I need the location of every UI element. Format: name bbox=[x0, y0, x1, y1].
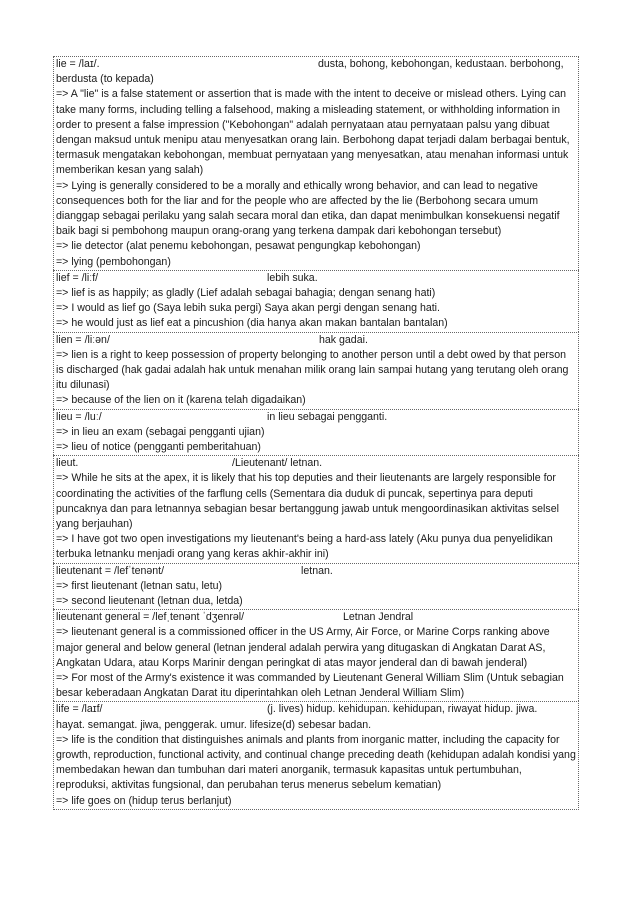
entry-line: => lien is a right to keep possession of property belonging to another person until a debt owed by that person is discharged (hak gadai adalah hak untuk menahan milik orang lain sampai hutang yang terutang oleh orang itu dilunasi) bbox=[56, 348, 569, 392]
entry-headword: lieut. bbox=[56, 457, 79, 470]
entry-life bbox=[53, 701, 579, 809]
entry-line: hayat. semangat. jiwa, penggerak. umur. lifesize(d) sebesar badan. bbox=[56, 718, 372, 731]
entry-lieutenant-general bbox=[53, 609, 579, 701]
entry-line: => lieutenant general is a commissioned officer in the US Army, Air Force, or Marine Corps ranking above major general and below general (letnan jenderal adalah perwira yang ditugaskan di Angkatan Darat AS, Angkatan Udara, atau Korps Marinir dengan peringkat di atas mayor jenderal dan di bawah jenderal) bbox=[56, 626, 550, 669]
entry-line: => I would as lief go (Saya lebih suka pergi) Saya akan pergi dengan senang hati. bbox=[56, 302, 440, 315]
entry-line: => lying (pembohongan) bbox=[56, 255, 171, 268]
entry-line: => While he sits at the apex, it is likely that his top deputies and their lieutenants are largely responsible for coordinating the activities of the farflung cells (Sementara dia duduk di puncak, sepertinya para deputi puncaknya dan para letnannya sebagian besar bertanggung jawab untuk mengoordinasikan aktivitas selsel yang berjauhan) bbox=[56, 472, 559, 531]
entry-headword: lieutenant = /lefˈtenənt/ bbox=[56, 564, 165, 577]
entry-headword: lieu = /luː/ bbox=[56, 410, 102, 423]
entry-head bbox=[56, 57, 576, 72]
dictionary-page bbox=[53, 56, 579, 810]
entry-line: => A "lie" is a false statement or assertion that is made with the intent to deceive or mislead others. Lying can take many forms, including telling a falsehood, making a misleading statement, or withholding information in order to present a false impression ("Kebohongan" adalah pernyataan atau pernyataan palsu yang dibuat dengan maksud untuk menipu atau menyesatkan orang lain. Berbohong dapat terjadi dalam berbagai bentuk, termasuk mengatakan kebohongan, membuat pernyataan yang menyesatkan, atau menahan informasi untuk memberikan kesan yang salah) bbox=[56, 88, 570, 177]
entry-line: => Lying is generally considered to be a morally and ethically wrong behavior, and can lead to negative consequences both for the liar and for the people who are affected by the lie (Berbohong secara umum dianggap sebagai perilaku yang salah secara moral dan etika, dan dapat menimbulkan konsekuensi negatif baik bagi si pembohong maupun orang-orang yang terkena dampak dari kebohongan tersebut) bbox=[56, 179, 560, 238]
entry-definition: letnan. bbox=[301, 564, 333, 577]
entry-headword: lieutenant general = /lefˌtenənt ˈdʒenrəl/ bbox=[56, 611, 245, 624]
entry-line: => first lieutenant (letnan satu, letu) bbox=[56, 579, 223, 592]
entry-headword: lie = /laɪ/. bbox=[56, 58, 100, 70]
entry-head bbox=[56, 702, 576, 717]
entry-line: => lief is as happily; as gladly (Lief adalah sebagai bahagia; dengan senang hati) bbox=[56, 287, 436, 300]
entry-headword: life = /laɪf/ bbox=[56, 703, 103, 716]
entry-lien bbox=[53, 332, 579, 409]
entry-line: => life is the condition that distinguishes animals and plants from inorganic matter, including the capacity for growth, reproduction, functional activity, and continual change preceding death (kehidupan adalah kondisi yang membedakan hewan dan tumbuhan dari materi anorganik, termasuk kapasitas untuk pertumbuhan, reproduksi, aktivitas fungsional, dan perubahan terus menerus sebelum kematian) bbox=[56, 733, 576, 792]
entry-lieutenant bbox=[53, 563, 579, 610]
entry-definition: (j. lives) hidup. kehidupan. kehidupan, riwayat hidup. jiwa. bbox=[267, 703, 538, 716]
entry-definition: Letnan Jendral bbox=[343, 611, 414, 624]
entry-line: => second lieutenant (letnan dua, letda) bbox=[56, 595, 243, 608]
entry-definition: in lieu sebagai pengganti. bbox=[267, 410, 388, 423]
entry-line: => life goes on (hidup terus berlanjut) bbox=[56, 794, 232, 807]
entry-line: => For most of the Army's existence it was commanded by Lieutenant General William Slim (Untuk sebagian besar keberadaan Angkatan Darat itu diperintahkan oleh Letnan Jenderal William Slim) bbox=[56, 672, 564, 700]
entry-lieu bbox=[53, 409, 579, 456]
entry-line: => because of the lien on it (karena telah digadaikan) bbox=[56, 394, 306, 407]
entry-headword: lief = /liːf/ bbox=[56, 271, 99, 284]
entry-head bbox=[56, 456, 576, 471]
entry-definition: dusta, bohong, kebohongan, kedustaan. berbohong, bbox=[318, 58, 564, 70]
entry-head bbox=[56, 271, 576, 286]
entry-definition: /Lieutenant/ letnan. bbox=[232, 457, 323, 470]
entry-head bbox=[56, 610, 576, 625]
entry-line: berdusta (to kepada) bbox=[56, 73, 154, 86]
entry-line: => lie detector (alat penemu kebohongan, pesawat pengungkap kebohongan) bbox=[56, 240, 421, 253]
entry-head bbox=[56, 333, 576, 348]
entry-definition: lebih suka. bbox=[267, 271, 318, 284]
entry-line: => lieu of notice (pengganti pemberitahuan) bbox=[56, 441, 261, 454]
entry-head bbox=[56, 410, 576, 425]
entry-lieut bbox=[53, 455, 579, 562]
entry-line: => he would just as lief eat a pincushion (dia hanya akan makan bantalan bantalan) bbox=[56, 317, 448, 330]
entry-head bbox=[56, 564, 576, 579]
entry-line: => I have got two open investigations my lieutenant's being a hard-ass lately (Aku punya dua penyelidikan terbuka letnanku menjadi orang yang keras akhir-akhir ini) bbox=[56, 533, 553, 561]
entry-lie bbox=[53, 56, 579, 270]
entry-definition: hak gadai. bbox=[319, 333, 368, 346]
entry-headword: lien = /liːən/ bbox=[56, 333, 110, 346]
entry-lief bbox=[53, 270, 579, 332]
entry-line: => in lieu an exam (sebagai pengganti ujian) bbox=[56, 425, 265, 438]
